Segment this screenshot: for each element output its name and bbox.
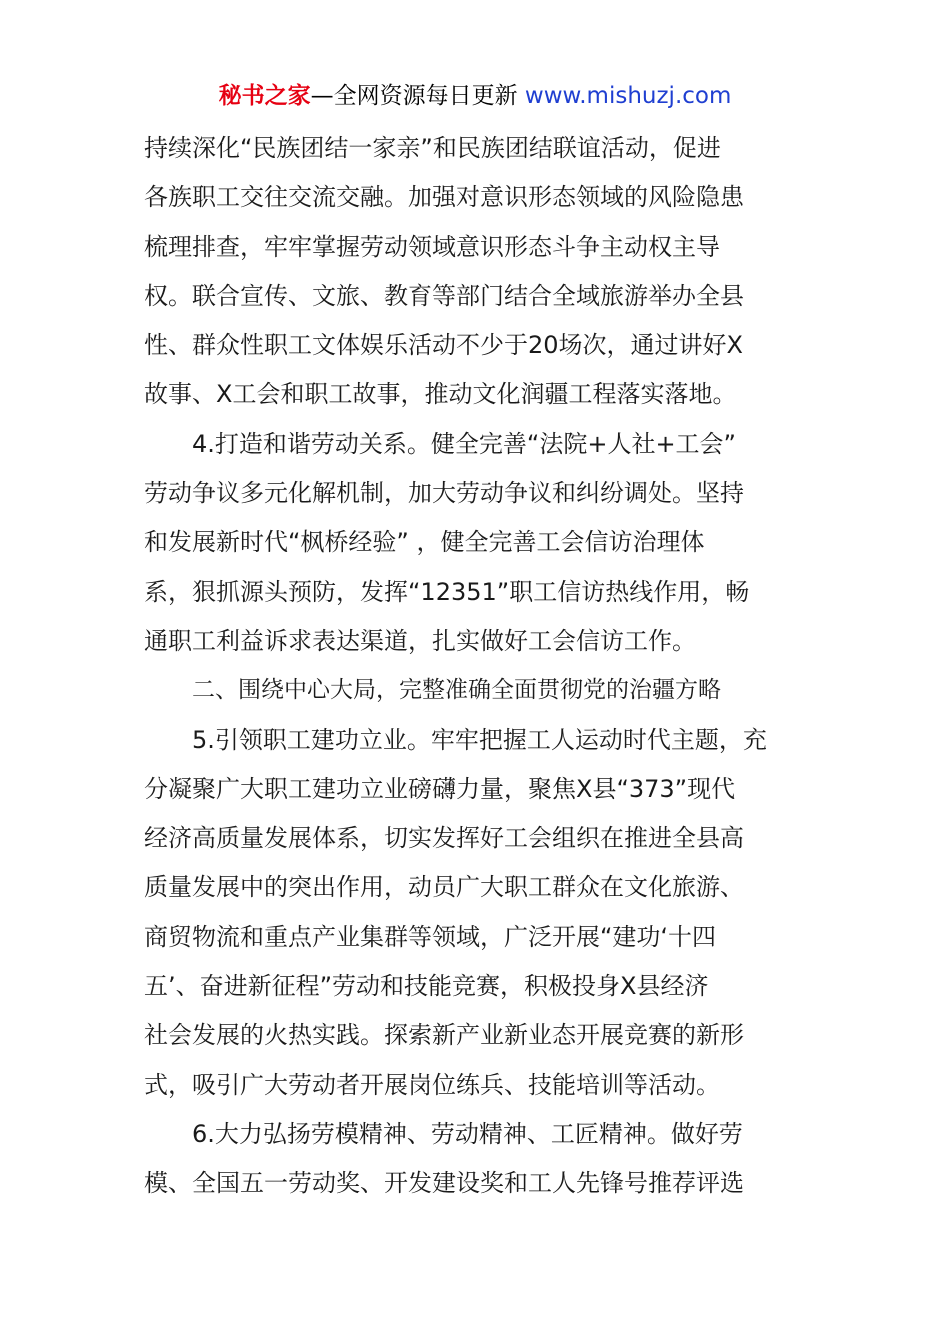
text-line: 梳理排查，牢牢掌握劳动领域意识形态斗争主动权主导 (144, 232, 720, 261)
site-tagline: —全网资源每日更新 (310, 83, 518, 109)
text-line: 分凝聚广大职工建功立业磅礴力量，聚焦X县“373”现代 (144, 774, 736, 803)
text-line: 和发展新时代“枫桥经验” ，健全完善工会信访治理体 (144, 528, 705, 557)
text-line: 故事、X工会和职工故事，推动文化润疆工程落实落地。 (144, 380, 737, 409)
text-line: 各族职工交往交流交融。加强对意识形态领域的风险隐患 (144, 183, 744, 212)
text-line: 系，狠抓源头预防，发挥“12351”职工信访热线作用，畅 (144, 577, 750, 606)
text-line: 式，吸引广大劳动者开展岗位练兵、技能培训等活动。 (144, 1070, 720, 1099)
text-line: 性、群众性职工文体娱乐活动不少于20场次，通过讲好X (144, 331, 743, 360)
text-line: 持续深化“民族团结一家亲”和民族团结联谊活动，促进 (144, 134, 721, 162)
text-line: 社会发展的火热实践。探索新产业新业态开展竞赛的新形 (144, 1021, 744, 1050)
paragraph-start-line: 6.大力弘扬劳模精神、劳动精神、工匠精神。做好劳 (192, 1119, 743, 1148)
text-line: 模、全国五一劳动奖、开发建设奖和工人先锋号推荐评选 (144, 1169, 744, 1198)
text-line: 劳动争议多元化解机制，加大劳动争议和纠纷调处。坚持 (144, 479, 744, 508)
text-line: 通职工利益诉求表达渠道，扎实做好工会信访工作。 (144, 626, 696, 655)
text-line: 五’、奋进新征程”劳动和技能竞赛，积极投身X县经济 (144, 972, 709, 1001)
paragraph-start-line: 5.引领职工建功立业。牢牢把握工人运动时代主题，充 (192, 725, 767, 754)
site-header (0, 80, 950, 112)
site-brand: 秘书之家 (218, 83, 311, 109)
text-line: 质量发展中的突出作用，动员广大职工群众在文化旅游、 (144, 873, 744, 902)
section-heading: 二、围绕中心大局，完整准确全面贯彻党的治疆方略 (192, 677, 721, 704)
paragraph-start-line: 4.打造和谐劳动关系。健全完善“法院+人社+工会” (192, 429, 736, 458)
text-line: 经济高质量发展体系，切实发挥好工会组织在推进全县高 (144, 824, 744, 853)
text-line: 商贸物流和重点产业集群等领域，广泛开展“建功‘十四 (144, 922, 717, 951)
site-url-link[interactable]: www.mishuzj.com (524, 83, 732, 109)
document-body (144, 124, 810, 1209)
text-line: 权。联合宣传、文旅、教育等部门结合全域旅游举办全县 (144, 281, 744, 310)
